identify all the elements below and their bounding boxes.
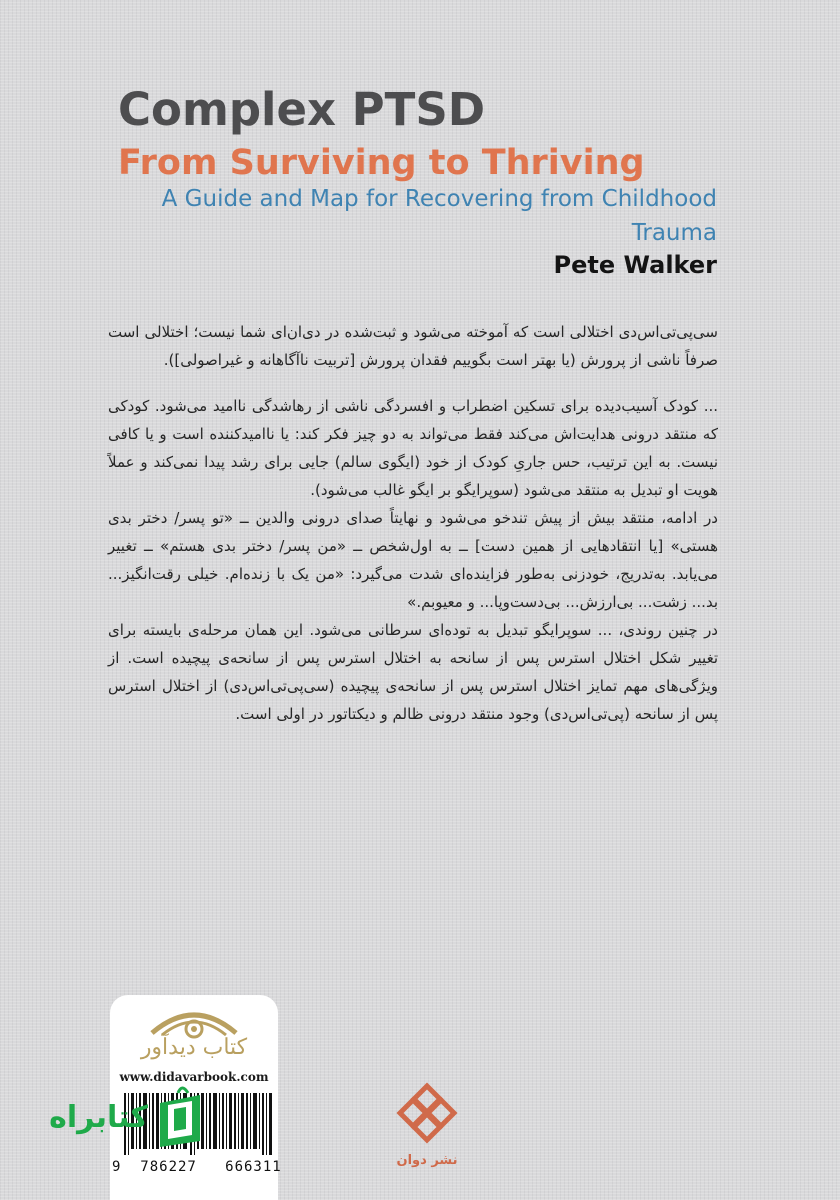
book-author: Pete Walker: [553, 251, 717, 279]
blurb-paragraph-3: در ادامه، منتقد بیش از پیش تندخو می‌شود و نهایتاً صدای درونی والدین ــ «تو پسر/ دختر بدی هستی» [یا انتقادهایی از همین دست] ــ به اول‌شخص ــ «من پسر/ دختر بدی هستم» ــ تغییر می‌یابد. به‌تدریج، خودزنی به‌طور فزاینده‌ای شدت می‌گیرد: «من یک‌ با زنده‌ام. خیلی رقت‌انگیز... بد... زشت... بی‌ارزش... بی‌دست‌وپا... و معیوبم.»: [108, 509, 718, 611]
blurb-paragraph-1: سی‌پی‌تی‌اس‌دی اختلالی است که آموخته می‌شود و ثبت‌شده در دی‌ان‌ای شما نیست؛ اختلالی است صرفاً ناشی از پرورش (یا بهتر است بگوییم فقدان پرورش [تربیت ناآگاهانه و غیراصولی]).: [108, 323, 718, 369]
book-subtitle: From Surviving to Thriving: [118, 143, 645, 183]
back-cover-blurb: [108, 318, 718, 908]
blurb-paragraph-4: در چنین روندی، ... سوپرایگو تبدیل به توده‌ای سرطانی می‌شود. این همان مرحله‌ی بایسته برای تغییر شکل اختلال استرس پس از سانحه به اختلال استرس پس از سانحه‌ی پیچیده است. از ویژگی‌های مهم تمایز اختلال استرس پس از سانحه‌ی پیچیده (سی‌پی‌تی‌اس‌دی) از اختلال استرس پس از سانحه (پی‌تی‌اس‌دی) وجود منتقد درونی ظالم و دیکتاتور در اولی است.: [108, 621, 718, 723]
publisher-logo: [382, 1080, 472, 1192]
blurb-paragraph-2: ... کودک آسیب‌دیده برای تسکین اضطراب و افسردگی ناشی از رهاشدگی ناامید می‌شود. کودکی که منتقد درونی هدایت‌اش می‌کند فقط می‌تواند به دو چیز فکر کند: یا ناامیدکننده است و یا کافی نیست. به این ترتیب، حس جاریِ کودک از خود (ایگوی سالم) جایی برای رشد پیدا نمی‌کند و عملاً هویت او تبدیل به منتقد می‌شود (سوپرایگو بر ایگو غالب می‌شود).: [108, 397, 718, 499]
publisher-name: نشر دوان: [396, 1153, 458, 1168]
store-name: کتاب دیدآور: [140, 1035, 248, 1060]
publisher-knot-icon: [394, 1080, 460, 1146]
book-title: Complex PTSD: [118, 83, 486, 136]
store-url: www.didavarbook.com: [119, 1070, 269, 1084]
ketabrah-label: کتابراه: [49, 1100, 148, 1135]
isbn-number: 9 786227 666311: [112, 1159, 282, 1175]
book-bag-icon: [152, 1085, 208, 1149]
cover-title-block: [0, 0, 840, 290]
book-tagline: A Guide and Map for Recovering from Childhood Trauma: [161, 186, 717, 246]
ketabrah-logo: [40, 1085, 212, 1157]
